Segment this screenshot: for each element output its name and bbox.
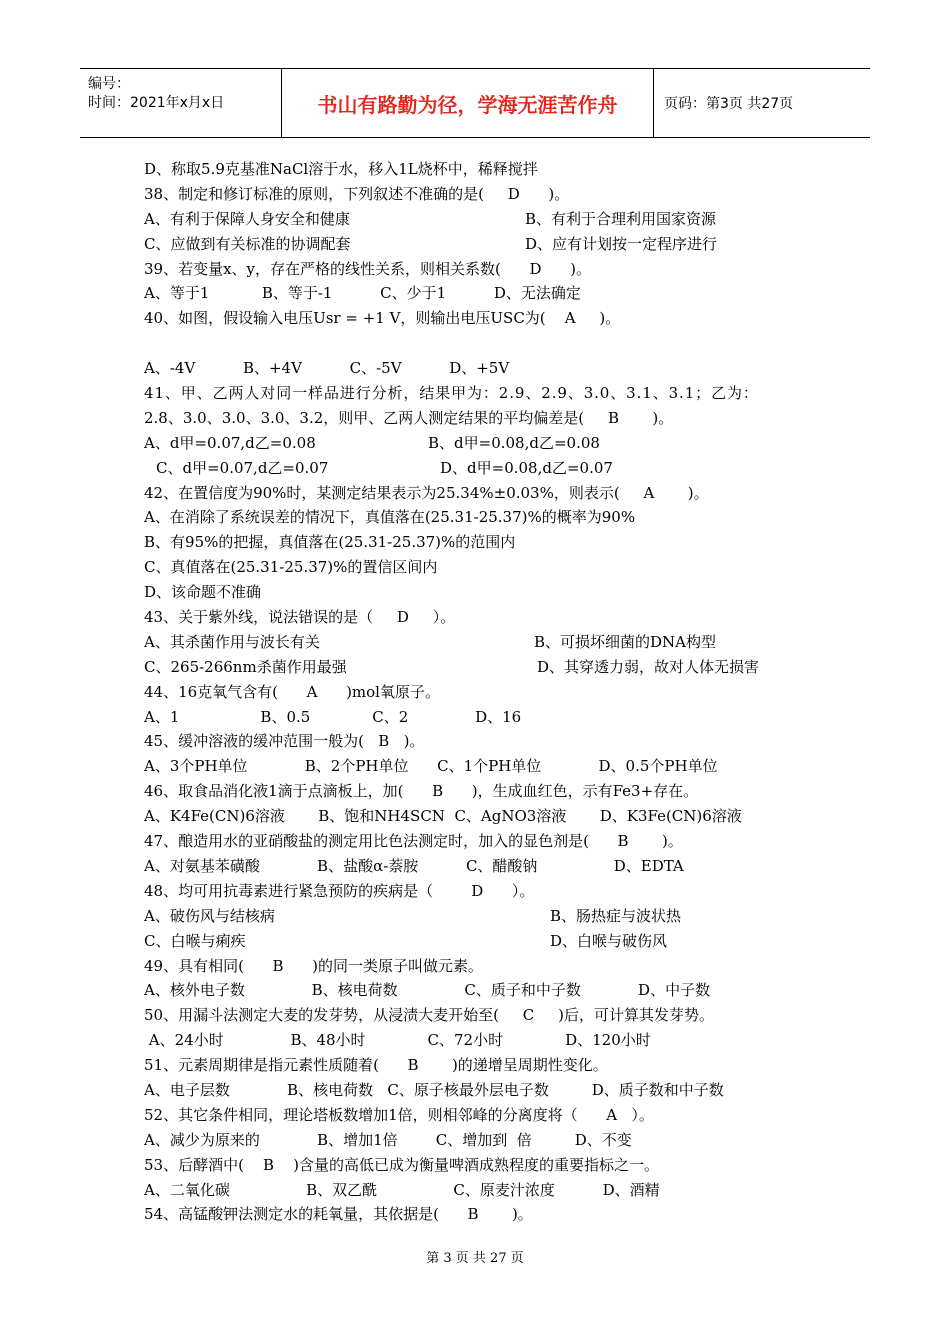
question-44: 44、16克氧气含有( A )mol氧原子。 [144,682,440,701]
header-left-cell [80,69,282,137]
option-a: A、d甲=0.07,d乙=0.08 [144,433,316,452]
question-content [144,157,804,1227]
option-c: C、真值落在(25.31-25.37)%的置信区间内 [144,558,438,577]
page-header [80,68,870,138]
option-row: A、电子层数 B、核电荷数 C、原子核最外层电子数 D、质子数和中子数 [144,1080,724,1099]
question-40: 40、如图，假设输入电压Usr = +1 V，则输出电压USC为( A )。 [144,309,621,328]
figure-space [144,331,804,356]
question-50: 50、用漏斗法测定大麦的发芽势，从浸渍大麦开始至( C )后，可计算其发芽势。 [144,1006,714,1025]
option-row: A、3个PH单位 B、2个PH单位 C、1个PH单位 D、0.5个PH单位 [144,757,718,776]
option-row: A、等于1 B、等于-1 C、少于1 D、无法确定 [144,284,581,303]
question-42: 42、在置信度为90%时，某测定结果表示为25.34%±0.03%，则表示( A )。 [144,483,709,502]
option-row: A、对氨基苯磺酸 B、盐酸α-萘胺 C、醋酸钠 D、EDTA [144,856,684,875]
code-label: 编号： [88,76,130,92]
option-b: B、有95%的把握，真值落在(25.31-25.37)%的范围内 [144,533,516,552]
question-41: 41、甲、乙两人对同一样品进行分析，结果甲为：2.9、2.9、3.0、3.1、3.1；乙为： [144,384,759,403]
option-line: D、称取5.9克基准NaCl溶于水，移入1L烧杯中，稀释搅拌 [144,160,538,178]
option-c: C、d甲=0.07,d乙=0.07 [156,458,329,477]
option-row: A、K4Fe(CN)6溶液 B、饱和NH4SCN C、AgNO3溶液 D、K3Fe(CN)6溶液 [144,807,742,826]
option-c: C、应做到有关标准的协调配套 [144,234,351,253]
question-46: 46、取食品消化液1滴于点滴板上，加( B )，生成血红色，示有Fe3+存在。 [144,782,699,801]
page-info: 页码：第3页 共27页 [664,96,794,112]
option-row: A、核外电子数 B、核电荷数 C、质子和中子数 D、中子数 [144,981,711,1000]
question-49: 49、具有相同( B )的同一类原子叫做元素。 [144,956,484,975]
option-a: A、在消除了系统误差的情况下，真值落在(25.31-25.37)%的概率为90% [144,508,636,527]
option-c: C、265-266nm杀菌作用最强 [144,657,347,676]
option-b: B、有利于合理利用国家资源 [525,209,717,228]
question-41-cont: 2.8、3.0、3.0、3.0、3.2，则甲、乙两人测定结果的平均偏差是( B )。 [144,408,674,427]
option-row [144,904,804,929]
option-row: A、24小时 B、48小时 C、72小时 D、120小时 [144,1031,651,1050]
option-row [144,630,804,655]
option-a: A、破伤风与结核病 [144,906,275,925]
question-53: 53、后酵酒中( B )含量的高低已成为衡量啤酒成熟程度的重要指标之一。 [144,1155,659,1174]
page-footer: 第 3 页 共 27 页 [426,1251,524,1266]
option-b: B、肠热症与波状热 [550,906,682,925]
time-label: 时间：2021年x月x日 [88,95,225,111]
question-48: 48、均可用抗毒素进行紧急预防的疾病是（ D ）。 [144,881,535,900]
option-d: D、d甲=0.08,d乙=0.07 [440,458,613,477]
option-c: C、白喉与痢疾 [144,931,246,950]
option-row [144,655,804,680]
option-b: B、d甲=0.08,d乙=0.08 [428,433,600,452]
option-row [144,207,804,232]
option-row: A、-4V B、+4V C、-5V D、+5V [144,359,510,378]
question-39: 39、若变量x、y，存在严格的线性关系，则相关系数( D )。 [144,259,591,278]
option-row: A、减少为原来的 B、增加1倍 C、增加到 倍 D、不变 [144,1130,632,1149]
question-54: 54、高锰酸钾法测定水的耗氧量，其依据是( B )。 [144,1205,533,1224]
option-b: B、可损坏细菌的DNA构型 [534,632,717,651]
question-45: 45、缓冲溶液的缓冲范围一般为( B )。 [144,732,425,751]
motto: 书山有路勤为径，学海无涯苦作舟 [282,69,654,137]
option-row: A、1 B、0.5 C、2 D、16 [144,707,522,726]
option-d: D、白喉与破伤风 [550,931,668,950]
option-row: A、二氧化碳 B、双乙酰 C、原麦汁浓度 D、酒精 [144,1180,660,1199]
question-52: 52、其它条件相同，理论塔板数增加1倍，则相邻峰的分离度将（ A ）。 [144,1105,654,1124]
option-row [144,456,804,481]
option-d: D、其穿透力弱，故对人体无损害 [537,657,760,676]
question-43: 43、关于紫外线，说法错误的是（ D ）。 [144,608,456,627]
option-row [144,232,804,257]
question-38: 38、制定和修订标准的原则，下列叙述不准确的是( D )。 [144,184,570,203]
option-a: A、其杀菌作用与波长有关 [144,632,320,651]
option-a: A、有利于保障人身安全和健康 [144,209,350,228]
option-d: D、该命题不准确 [144,583,262,602]
option-d: D、应有计划按一定程序进行 [525,234,718,253]
question-51: 51、元素周期律是指元素性质随着( B )的递增呈周期性变化。 [144,1056,608,1075]
option-row [144,431,804,456]
option-row [144,929,804,954]
question-47: 47、酿造用水的亚硝酸盐的测定用比色法测定时，加入的显色剂是( B )。 [144,832,683,851]
